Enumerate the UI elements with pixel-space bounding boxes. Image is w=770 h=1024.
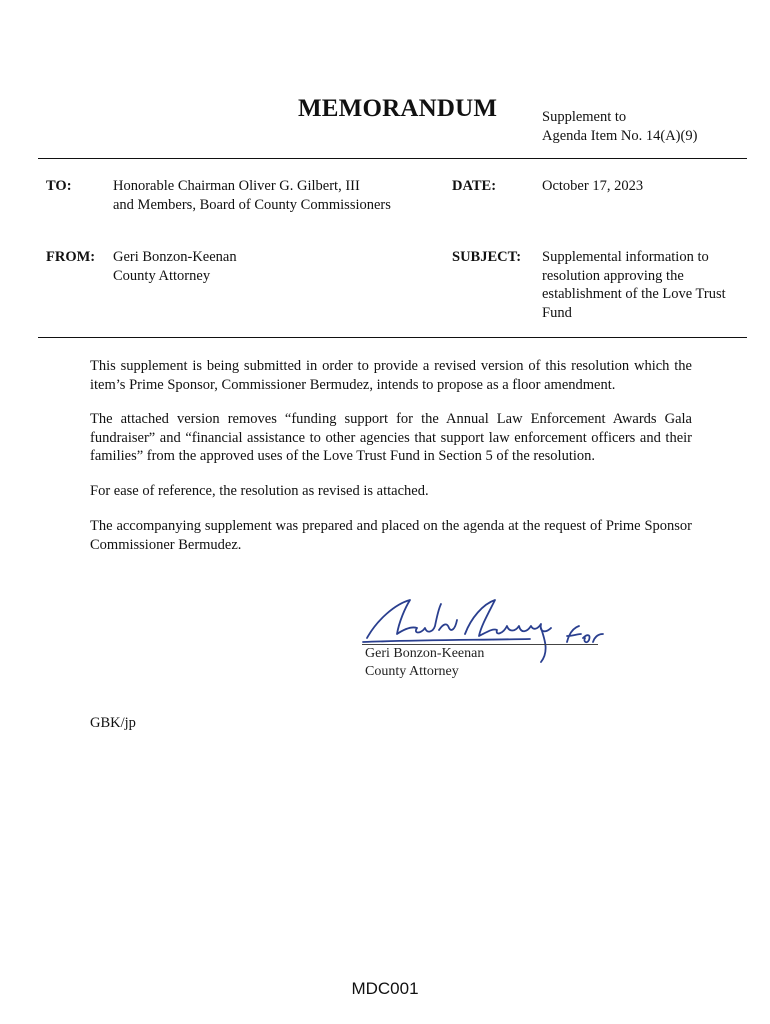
body-paragraph: This supplement is being submitted in order to provide a revised version of this resolution which the item’s Prime Sponsor, Commissioner Bermudez, intends to propose as a floor amendment. <box>90 358 692 393</box>
supplement-note <box>542 108 697 146</box>
body-paragraph: The attached version removes “funding support for the Annual Law Enforcement Awards Gala fundraiser” and “financial assistance to other agencies that support law enforcement officers and their families” from the approved uses of the Love Trust Fund in Section 5 of the resolution. <box>90 411 692 464</box>
from-value <box>113 248 433 285</box>
subject-value: Supplemental information to resolution approving the establishment of the Love Trust Fund <box>542 249 726 321</box>
top-divider <box>38 158 747 159</box>
supplement-line: Supplement to <box>542 109 627 125</box>
subject-label: SUBJECT: <box>452 249 522 265</box>
signer-title: County Attorney <box>365 664 459 679</box>
date-value: October 17, 2023 <box>542 178 644 194</box>
typist-initials: GBK/jp <box>90 715 136 731</box>
footer-code: MDC001 <box>351 979 419 998</box>
signer-name: Geri Bonzon-Keenan <box>365 646 485 661</box>
memo-title: MEMORANDUM <box>298 95 498 122</box>
from-line-1: Geri Bonzon-Keenan <box>113 249 237 265</box>
from-line-2: County Attorney <box>113 267 211 284</box>
to-line-1: Honorable Chairman Oliver G. Gilbert, III <box>113 178 360 194</box>
to-line-2: and Members, Board of County Commissioners <box>113 196 391 213</box>
body-paragraph: For ease of reference, the resolution as revised is attached. <box>90 483 429 499</box>
date-label: DATE: <box>452 178 497 194</box>
to-label: TO: <box>46 178 72 194</box>
to-value <box>113 177 433 214</box>
bottom-divider <box>38 337 747 338</box>
from-label: FROM: <box>46 249 96 265</box>
body-paragraph: The accompanying supplement was prepared and placed on the agenda at the request of Prime Sponsor Commissioner Bermudez. <box>90 518 692 553</box>
signature-block <box>365 645 484 681</box>
agenda-item-number: Agenda Item No. 14(A)(9) <box>542 128 698 144</box>
